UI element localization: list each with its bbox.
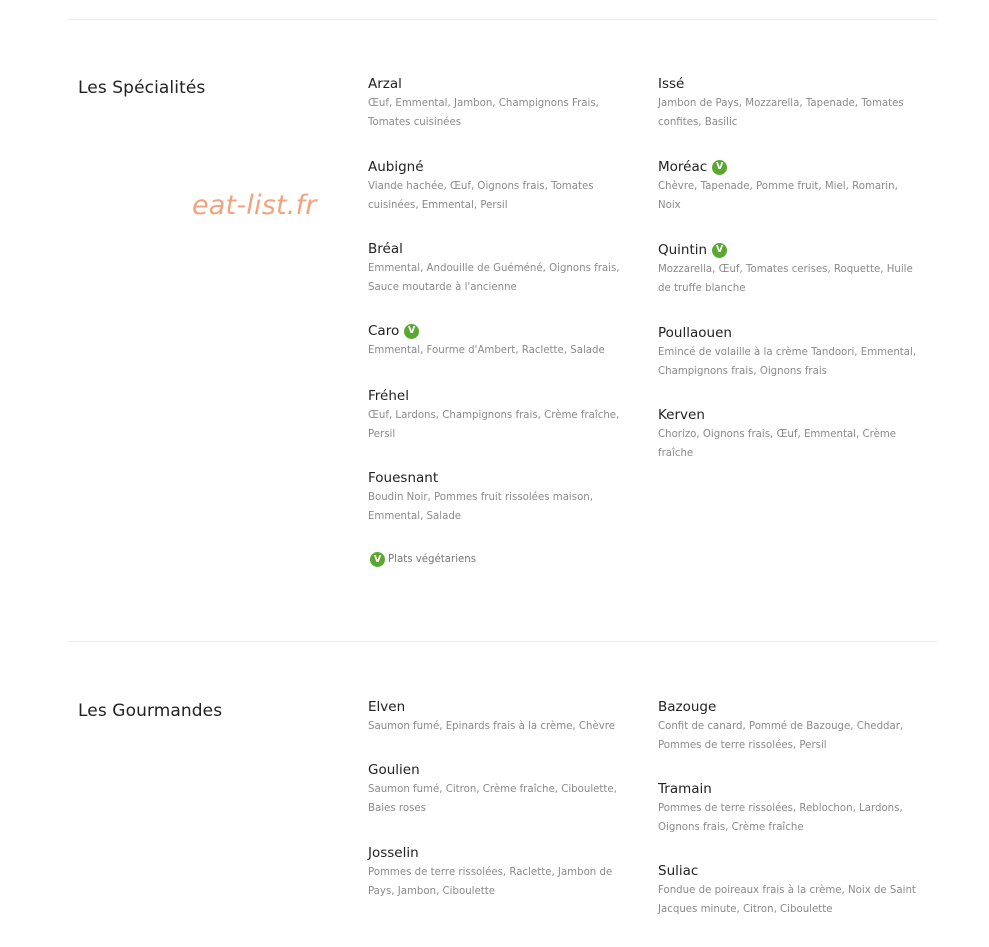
menu-item-poullaouen: [658, 324, 920, 381]
top-divider: [67, 19, 937, 20]
menu-item-arzal: [368, 75, 630, 132]
item-name: [368, 387, 630, 405]
menu-item-moreac: [658, 158, 920, 215]
item-name-text: Aubigné: [368, 159, 424, 175]
item-name: [368, 75, 630, 93]
menu-item-aubigne: [368, 158, 630, 215]
item-name: [368, 761, 630, 779]
item-name: [658, 158, 920, 176]
menu-item-goulien: [368, 761, 630, 818]
item-name-text: Moréac: [658, 159, 708, 175]
menu-item-elven: [368, 698, 630, 736]
item-description: Saumon fumé, Citron, Crème fraîche, Ciboulette, Baies roses: [368, 784, 617, 814]
item-name: [368, 240, 630, 258]
item-description: Œuf, Lardons, Champignons frais, Crème fraîche, Persil: [368, 410, 620, 440]
menu-item-tramain: [658, 780, 920, 837]
item-name-text: Kerven: [658, 407, 705, 423]
item-name: [658, 324, 920, 342]
item-name: [658, 862, 920, 880]
section-title-specialites: Les Spécialités: [78, 78, 206, 98]
item-name-text: Fréhel: [368, 388, 409, 404]
item-name: [368, 844, 630, 862]
menu-item-quintin: [658, 241, 920, 298]
item-name: [368, 322, 630, 340]
item-description: Pommes de terre rissolées, Raclette, Jambon de Pays, Jambon, Ciboulette: [368, 867, 613, 897]
section-divider: [67, 641, 937, 642]
item-name-text: Caro: [368, 323, 400, 339]
item-description: Jambon de Pays, Mozzarella, Tapenade, Tomates confites, Basilic: [658, 98, 904, 128]
item-name: [368, 698, 630, 716]
menu-item-bazouge: [658, 698, 920, 755]
menu-item-isse: [658, 75, 920, 132]
item-description: Œuf, Emmental, Jambon, Champignons Frais, Tomates cuisinées: [368, 98, 599, 128]
item-description: Fondue de poireaux frais à la crème, Noix de Saint Jacques minute, Citron, Ciboulette: [658, 885, 916, 915]
item-description: Boudin Noir, Pommes fruit rissolées maison, Emmental, Salade: [368, 492, 594, 522]
item-description: Chorizo, Oignons frais, Œuf, Emmental, Crème fraîche: [658, 429, 897, 459]
legend-label: Plats végétariens: [388, 554, 477, 565]
item-name-text: Quintin: [658, 242, 708, 258]
item-name-text: Goulien: [368, 762, 420, 778]
vegetarian-icon: V: [370, 552, 385, 567]
item-name-text: Fouesnant: [368, 470, 439, 486]
item-description: Emincé de volaille à la crème Tandoori, Emmental, Champignons frais, Oignons frais: [658, 347, 917, 377]
item-description: Chèvre, Tapenade, Pomme fruit, Miel, Romarin, Noix: [658, 181, 898, 211]
vegetarian-icon: V: [712, 160, 727, 175]
item-name-text: Poullaouen: [658, 325, 732, 341]
section-title-gourmandes: Les Gourmandes: [78, 701, 223, 721]
menu-item-fouesnant: [368, 469, 630, 526]
item-name-text: Suliac: [658, 863, 699, 879]
item-name: [658, 75, 920, 93]
item-name-text: Tramain: [658, 781, 712, 797]
item-name: [658, 698, 920, 716]
menu-item-breal: [368, 240, 630, 297]
watermark: eat-list.fr: [192, 190, 317, 221]
item-description: Confit de canard, Pommé de Bazouge, Cheddar, Pommes de terre rissolées, Persil: [658, 721, 904, 751]
vegetarian-icon: V: [404, 324, 419, 339]
item-name-text: Arzal: [368, 76, 402, 92]
item-name-text: Bazouge: [658, 699, 717, 715]
item-description: Emmental, Fourme d'Ambert, Raclette, Salade: [368, 345, 605, 356]
menu-item-kerven: [658, 406, 920, 463]
item-name-text: Josselin: [368, 845, 419, 861]
item-name: [658, 780, 920, 798]
vegetarian-legend: [370, 552, 476, 567]
item-name: [658, 406, 920, 424]
item-name-text: Elven: [368, 699, 406, 715]
item-description: Emmental, Andouille de Guéméné, Oignons frais, Sauce moutarde à l'ancienne: [368, 263, 620, 293]
item-description: Saumon fumé, Epinards frais à la crème, Chèvre: [368, 721, 615, 732]
item-description: Pommes de terre rissolées, Reblochon, Lardons, Oignons frais, Crème fraîche: [658, 803, 903, 833]
item-name-text: Issé: [658, 76, 685, 92]
item-name: [368, 158, 630, 176]
item-description: Mozzarella, Œuf, Tomates cerises, Roquette, Huile de truffe blanche: [658, 264, 913, 294]
menu-item-frehel: [368, 387, 630, 444]
item-name-text: Bréal: [368, 241, 403, 257]
item-name: [658, 241, 920, 259]
item-description: Viande hachée, Œuf, Oignons frais, Tomates cuisinées, Emmental, Persil: [368, 181, 594, 211]
menu-item-suliac: [658, 862, 920, 919]
vegetarian-icon: V: [712, 243, 727, 258]
menu-item-josselin: [368, 844, 630, 901]
item-name: [368, 469, 630, 487]
menu-item-caro: [368, 322, 630, 360]
